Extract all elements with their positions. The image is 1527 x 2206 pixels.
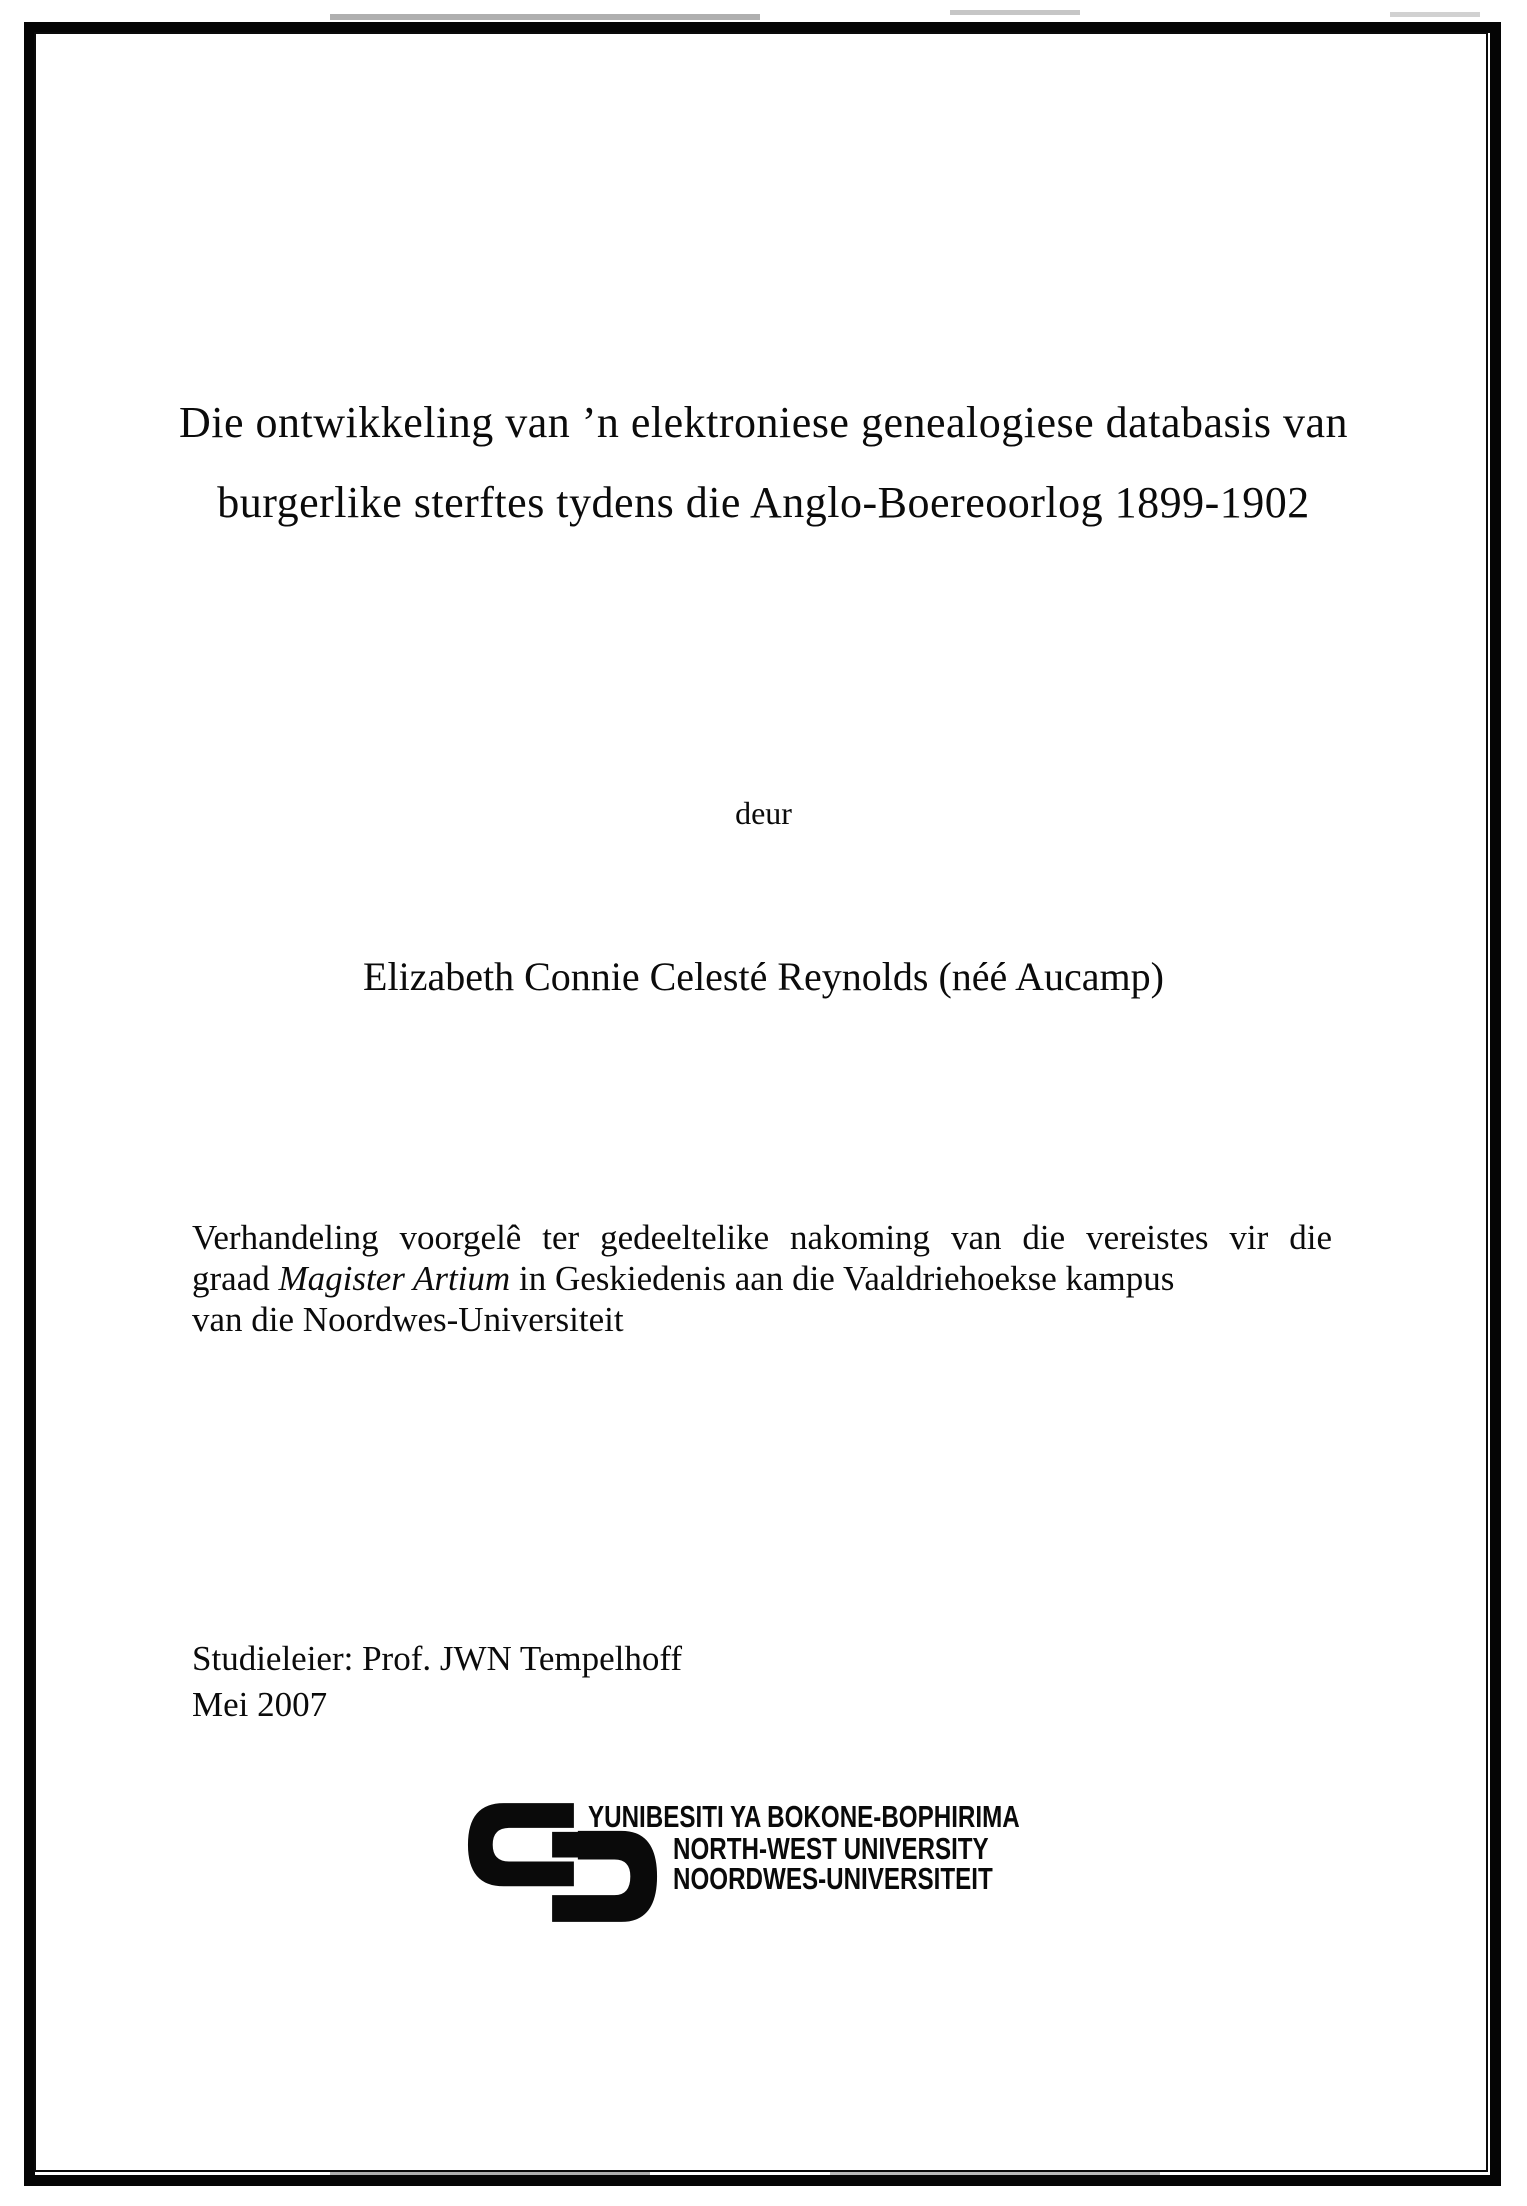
degree-statement-line2-pre: graad	[192, 1259, 279, 1298]
degree-name: Magister Artium	[278, 1259, 511, 1298]
author-name: Elizabeth Connie Celesté Reynolds (néé Aucamp)	[363, 954, 1164, 999]
thesis-title-line1: Die ontwikkeling van ’n elektroniese genealogiese databasis van	[178, 398, 1348, 447]
logo-text-english: NORTH-WEST UNIVERSITY	[673, 1831, 989, 1866]
logo-text-setswana: YUNIBESITI YA BOKONE-BOPHIRIMA	[588, 1799, 1020, 1834]
scan-artifact	[1390, 12, 1480, 17]
logo-text-afrikaans: NOORDWES-UNIVERSITEIT	[673, 1861, 993, 1896]
thesis-title-line2: burgerlike sterftes tydens die Anglo-Boereoorlog 1899-1902	[217, 478, 1310, 527]
degree-statement-line2	[192, 1258, 1332, 1299]
degree-statement	[192, 1217, 1332, 1340]
scan-artifact	[330, 14, 760, 20]
degree-statement-line2-post: in Geskiedenis aan die Vaaldriehoekse kampus	[510, 1259, 1175, 1298]
degree-statement-line3: van die Noordwes-Universiteit	[192, 1300, 624, 1339]
thesis-title	[42, 383, 1485, 543]
date-line: Mei 2007	[192, 1685, 328, 1724]
supervisor-block	[192, 1636, 682, 1728]
degree-statement-line1: Verhandeling voorgelê ter gedeeltelike nakoming van die vereistes vir die	[192, 1218, 1332, 1257]
scan-artifact	[950, 10, 1080, 15]
supervisor-line: Studieleier: Prof. JWN Tempelhoff	[192, 1639, 683, 1678]
byline: deur	[735, 795, 792, 831]
